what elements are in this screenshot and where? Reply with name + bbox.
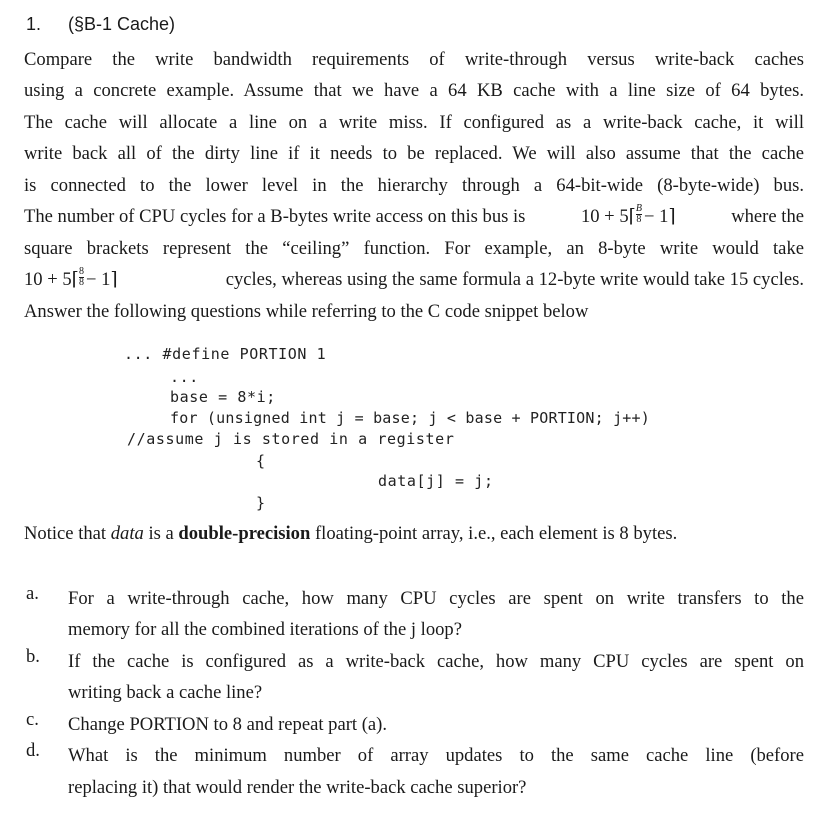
intro-line-9: Answer the following questions while referring to the C code snippet below <box>24 301 589 322</box>
intro-line-7: square brackets represent the “ceiling” function. For example, an 8-byte write would take <box>24 238 804 259</box>
intro-line-2: using a concrete example. Assume that we have a 64 KB cache with a line size of 64 bytes. <box>24 80 804 101</box>
question-c-letter: c. <box>26 709 39 730</box>
fraction-denominator: 8 <box>636 214 642 226</box>
formula-lead: 10 + 5⌈ <box>24 269 79 290</box>
formula-tail: − 1⌉ <box>643 206 676 227</box>
question-d-line-1: What is the minimum number of array updates to the same cache line (before <box>68 745 804 766</box>
question-d-letter: d. <box>26 740 40 761</box>
fraction-8-over-8 <box>79 267 84 288</box>
code-line-body: data[j] = j; <box>378 472 494 490</box>
code-line-close-brace: } <box>256 494 266 512</box>
fraction-numerator: 8 <box>78 266 84 278</box>
code-line-base: base = 8*i; <box>170 388 276 406</box>
question-b-line-1: If the cache is configured as a write-back cache, how many CPU cycles are spent on <box>68 651 804 672</box>
intro-line-4: write back all of the dirty line if it needs to be replaced. We will also assume that the cache <box>24 143 804 164</box>
question-a-line-2: memory for all the combined iterations of the j loop? <box>68 619 462 640</box>
problem-number: 1. <box>26 14 42 34</box>
problem-heading <box>26 14 175 35</box>
fraction-denominator: 8 <box>78 277 84 289</box>
code-line-comment: //assume j is stored in a register <box>127 430 455 448</box>
intro-line-8-text: cycles, whereas using the same formula a 12-byte write would take 15 cycles. <box>225 269 804 290</box>
question-a-line-1: For a write-through cache, how many CPU cycles are spent on write transfers to the <box>68 588 804 609</box>
question-c-line-1: Change PORTION to 8 and repeat part (a). <box>68 714 388 735</box>
code-line-ellipsis: ... <box>170 368 199 386</box>
notice-pre: Notice that <box>24 523 111 544</box>
formula-lead: 10 + 5⌈ <box>580 206 636 227</box>
fraction-numerator: B <box>635 203 642 215</box>
question-d-line-2: replacing it) that would render the write-back cache superior? <box>68 777 527 798</box>
notice-mid: is a <box>143 523 179 544</box>
question-b-line-2: writing back a cache line? <box>68 682 263 703</box>
notice-line <box>24 518 804 550</box>
intro-line-6-text: The number of CPU cycles for a B-bytes write access on this bus is <box>24 206 526 227</box>
code-line-for: for (unsigned int j = base; j < base + PORTION; j++) <box>170 409 650 427</box>
code-line-open-brace: { <box>256 452 266 470</box>
fraction-b-over-8 <box>636 204 642 225</box>
notice-post: floating-point array, i.e., each element is 8 bytes. <box>310 523 678 544</box>
intro-line-1: Compare the write bandwidth requirements of write-through versus write-back caches <box>24 49 804 70</box>
formula-tail: − 1⌉ <box>85 269 118 290</box>
intro-line-5: is connected to the lower level in the hierarchy through a 64-bit-wide (8-byte-wide) bus. <box>24 175 804 196</box>
intro-line-8 <box>24 264 804 296</box>
intro-line-6 <box>24 201 804 233</box>
question-a-letter: a. <box>26 583 39 604</box>
formula-write-cycles <box>581 201 676 233</box>
notice-double-precision: double-precision <box>178 523 311 544</box>
intro-line-6-post: where the <box>731 206 804 227</box>
problem-section: (§B-1 Cache) <box>68 14 176 34</box>
code-define: #define PORTION 1 <box>162 345 327 363</box>
code-ellipsis: ... <box>124 345 153 363</box>
notice-data-term: data <box>110 523 144 544</box>
code-line-define <box>124 345 326 363</box>
formula-example <box>24 264 118 296</box>
question-b-letter: b. <box>26 646 40 667</box>
intro-line-3: The cache will allocate a line on a write miss. If configured as a write-back cache, it will <box>24 112 804 133</box>
